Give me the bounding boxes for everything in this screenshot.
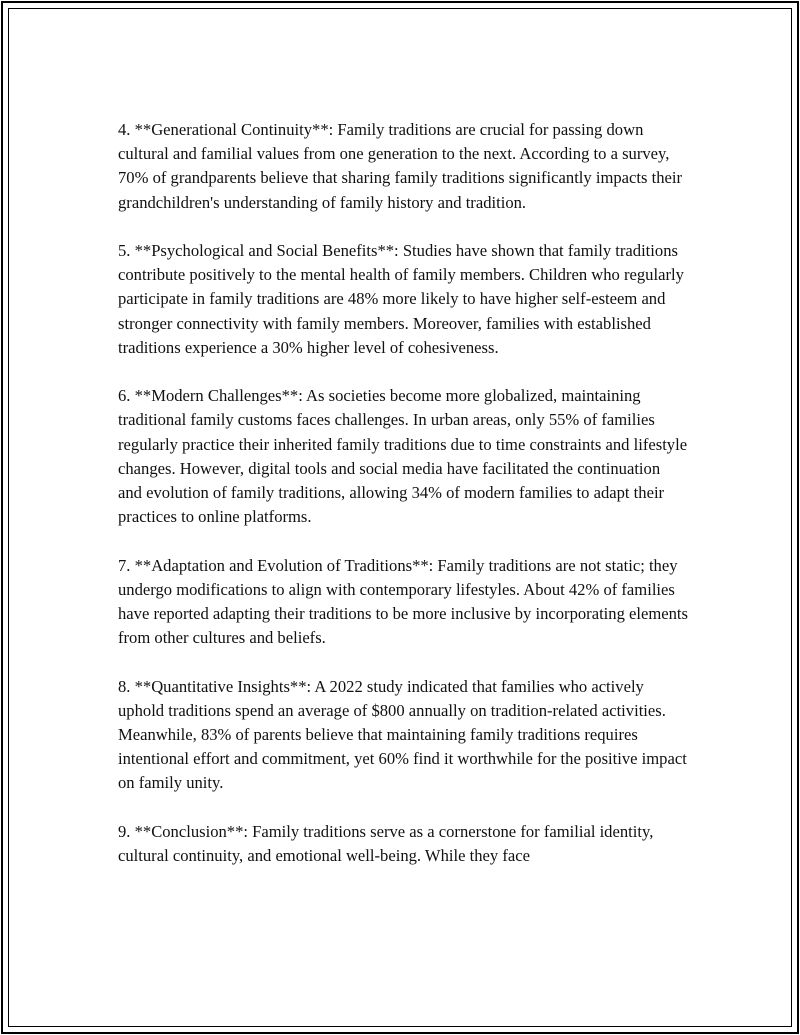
paragraph-conclusion: 9. **Conclusion**: Family traditions serve as a cornerstone for familial identity, cultural continuity, and emotional well-being. While they face: [118, 821, 654, 866]
paragraph-psychological-social-benefits: 5. **Psychological and Social Benefits**: Studies have shown that family traditions contribute positively to the mental health of family members. Children who regularly participate in family traditions are 48% more likely to have higher self-esteem and stronger connectivity with family members. Moreover, families with established traditions experience a 30% higher level of cohesiveness.: [118, 241, 684, 357]
paragraph-quantitative-insights: 8. **Quantitative Insights**: A 2022 study indicated that families who actively uphold traditions spend an average of $800 annually on tradition-related activities. Meanwhile, 83% of parents believe that maintaining family traditions requires intentional effort and commitment, yet 60% find it worthwhile for the positive impact on family unity.: [118, 676, 687, 793]
paragraph-modern-challenges: 6. **Modern Challenges**: As societies become more globalized, maintaining traditional family customs faces challenges. In urban areas, only 55% of families regularly practice their inherited family traditions due to time constraints and lifestyle changes. However, digital tools and social media have facilitated the continuation and evolution of family traditions, allowing 34% of modern families to adapt their practices to online platforms.: [118, 386, 688, 527]
document-body: [118, 118, 688, 892]
paragraph-generational-continuity: 4. **Generational Continuity**: Family traditions are crucial for passing down cultural and familial values from one generation to the next. According to a survey, 70% of grandparents believe that sharing family traditions significantly impacts their grandchildren's understanding of family history and tradition.: [118, 120, 683, 212]
paragraph-adaptation-evolution: 7. **Adaptation and Evolution of Traditions**: Family traditions are not static; they undergo modifications to align with contemporary lifestyles. About 42% of families have reported adapting their traditions to be more inclusive by incorporating elements from other cultures and beliefs.: [118, 555, 689, 648]
